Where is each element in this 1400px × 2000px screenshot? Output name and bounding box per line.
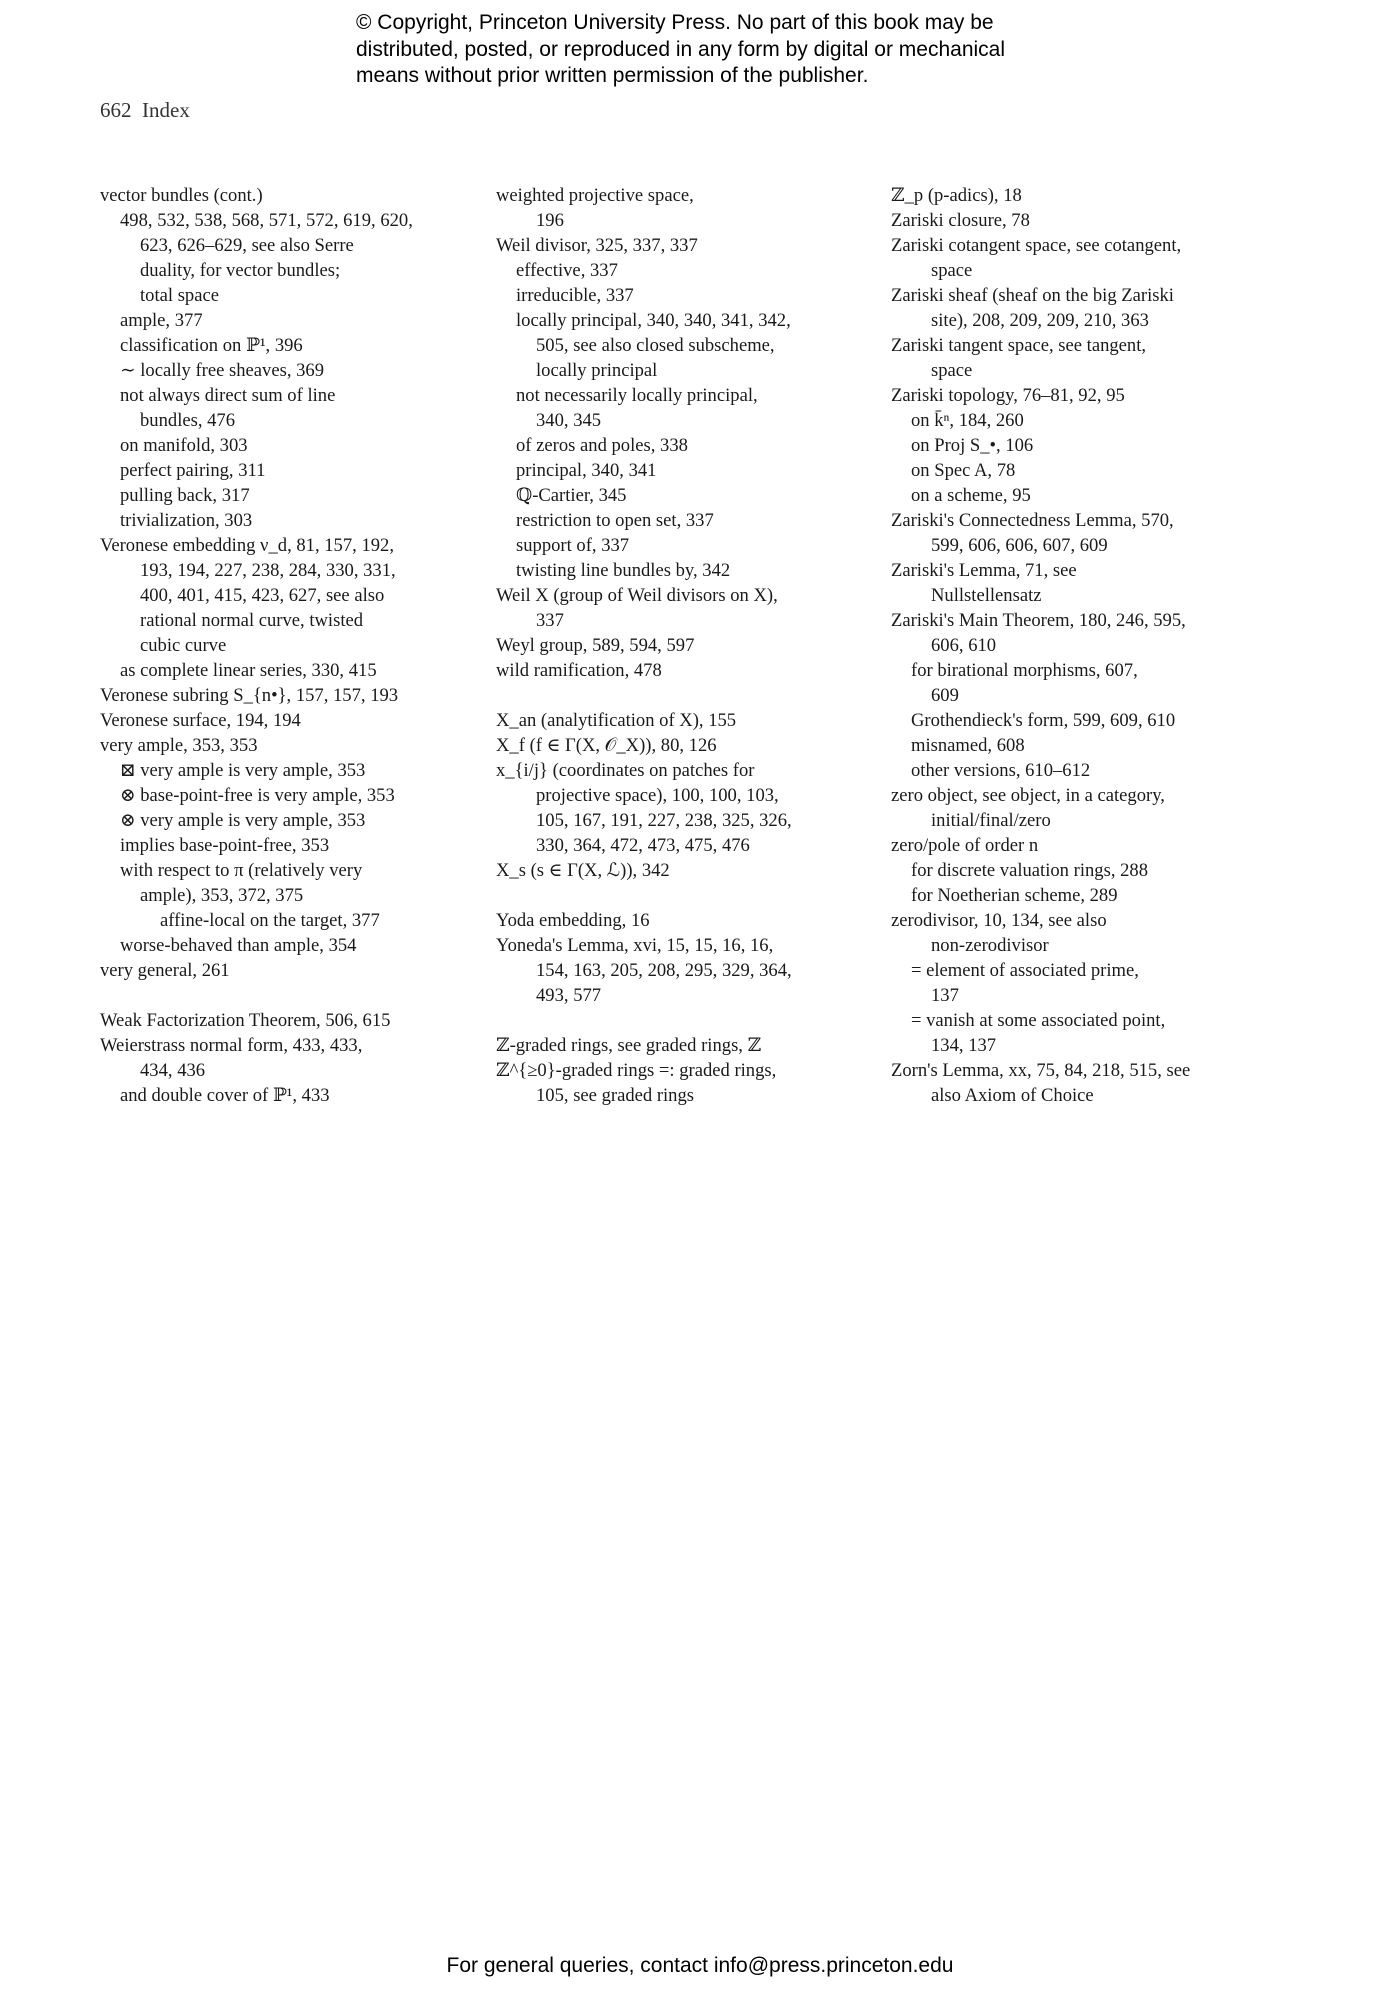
index-line: wild ramification, 478	[496, 660, 662, 681]
index-line: 196	[536, 210, 564, 231]
index-line: 337	[536, 610, 564, 631]
index-line: as complete linear series, 330, 415	[120, 660, 377, 681]
index-line: site), 208, 209, 209, 210, 363	[931, 310, 1149, 331]
index-line: Zariski's Main Theorem, 180, 246, 595,	[891, 610, 1186, 631]
index-line: Weyl group, 589, 594, 597	[496, 635, 695, 656]
index-line: Weierstrass normal form, 433, 433,	[100, 1035, 363, 1056]
index-line: locally principal, 340, 340, 341, 342,	[516, 310, 791, 331]
index-line: 154, 163, 205, 208, 295, 329, 364,	[536, 960, 792, 981]
index-line: with respect to π (relatively very	[120, 860, 363, 881]
running-head	[100, 98, 190, 123]
index-line: Zariski topology, 76–81, 92, 95	[891, 385, 1125, 406]
index-line: support of, 337	[516, 535, 630, 556]
index-line: ⊠ very ample is very ample, 353	[120, 760, 366, 781]
index-line: cubic curve	[140, 635, 227, 656]
index-line: Zorn's Lemma, xx, 75, 84, 218, 515, see	[891, 1060, 1191, 1081]
index-line: classification on ℙ¹, 396	[120, 335, 303, 356]
index-line: zerodivisor, 10, 134, see also	[891, 910, 1107, 931]
index-line: 330, 364, 472, 473, 475, 476	[536, 835, 750, 856]
index-line: 434, 436	[140, 1060, 206, 1081]
index-line: 400, 401, 415, 423, 627, see also	[140, 585, 385, 606]
index-line: total space	[140, 285, 219, 306]
index-line: misnamed, 608	[911, 735, 1025, 756]
index-line: 105, see graded rings	[536, 1085, 695, 1106]
index-line: 609	[931, 685, 959, 706]
index-line: X_s (s ∈ Γ(X, ℒ)), 342	[496, 860, 670, 881]
index-line: on a scheme, 95	[911, 485, 1031, 506]
index-line: worse-behaved than ample, 354	[120, 935, 357, 956]
index-line: ℤ_p (p-adics), 18	[891, 185, 1022, 206]
index-line: other versions, 610–612	[911, 760, 1091, 781]
index-line: perfect pairing, 311	[120, 460, 266, 481]
index-line: Zariski closure, 78	[891, 210, 1030, 231]
index-line: trivialization, 303	[120, 510, 253, 531]
index-line: 105, 167, 191, 227, 238, 325, 326,	[536, 810, 792, 831]
index-line: pulling back, 317	[120, 485, 250, 506]
index-line: Weak Factorization Theorem, 506, 615	[100, 1010, 391, 1031]
index-line: = element of associated prime,	[911, 960, 1139, 981]
index-line: Grothendieck's form, 599, 609, 610	[911, 710, 1176, 731]
index-column-2	[496, 183, 856, 1108]
index-line: space	[931, 360, 973, 381]
copyright-line: © Copyright, Princeton University Press. No part of this book may be	[356, 11, 994, 34]
index-spacer	[496, 683, 856, 708]
index-line: ample, 377	[120, 310, 203, 331]
index-line: twisting line bundles by, 342	[516, 560, 731, 581]
index-line: 606, 610	[931, 635, 997, 656]
index-line: 505, see also closed subscheme,	[536, 335, 775, 356]
copyright-line: distributed, posted, or reproduced in any form by digital or mechanical	[356, 37, 1006, 61]
index-line: 498, 532, 538, 568, 571, 572, 619, 620,	[120, 210, 413, 231]
copyright-line: means without prior written permission of the publisher.	[356, 64, 869, 87]
running-title: Index	[142, 98, 190, 122]
index-line: vector bundles (cont.)	[100, 185, 263, 206]
index-line: implies base-point-free, 353	[120, 835, 330, 856]
index-line: = vanish at some associated point,	[911, 1010, 1166, 1031]
index-line: projective space), 100, 100, 103,	[536, 785, 779, 806]
index-line: locally principal	[536, 360, 658, 381]
index-line: Weil X (group of Weil divisors on X),	[496, 585, 778, 606]
copyright-notice	[356, 10, 1116, 90]
index-line: duality, for vector bundles;	[140, 260, 341, 281]
footer-contact: For general queries, contact info@press.princeton.edu	[446, 1954, 954, 1977]
index-line: X_f (f ∈ Γ(X, 𝒪_X)), 80, 126	[496, 735, 717, 756]
index-line: rational normal curve, twisted	[140, 610, 364, 631]
index-line: zero object, see object, in a category,	[891, 785, 1165, 806]
index-line: affine-local on the target, 377	[160, 910, 380, 931]
index-line: Veronese subring S_{n•}, 157, 157, 193	[100, 685, 399, 706]
index-line: 193, 194, 227, 238, 284, 330, 331,	[140, 560, 396, 581]
index-line: Zariski cotangent space, see cotangent,	[891, 235, 1182, 256]
index-line: ⊗ very ample is very ample, 353	[120, 810, 366, 831]
index-line: not necessarily locally principal,	[516, 385, 758, 406]
index-line: ℤ-graded rings, see graded rings, ℤ	[496, 1035, 762, 1056]
index-line: Veronese surface, 194, 194	[100, 710, 301, 731]
index-line: ∼ locally free sheaves, 369	[120, 360, 325, 381]
index-line: Yoneda's Lemma, xvi, 15, 15, 16, 16,	[496, 935, 774, 956]
index-line: irreducible, 337	[516, 285, 634, 306]
index-line: on Spec A, 78	[911, 460, 1016, 481]
index-line: also Axiom of Choice	[931, 1085, 1094, 1106]
index-line: Zariski's Lemma, 71, see	[891, 560, 1077, 581]
index-line: initial/final/zero	[931, 810, 1051, 831]
index-spacer	[100, 983, 460, 1008]
index-line: for discrete valuation rings, 288	[911, 860, 1149, 881]
index-line: on k̄ⁿ, 184, 260	[911, 410, 1024, 431]
index-line: very general, 261	[100, 960, 230, 981]
index-line: 340, 345	[536, 410, 602, 431]
index-line: of zeros and poles, 338	[516, 435, 688, 456]
index-line: ⊗ base-point-free is very ample, 353	[120, 785, 395, 806]
index-line: and double cover of ℙ¹, 433	[120, 1085, 330, 1106]
index-line: on Proj S_•, 106	[911, 435, 1034, 456]
index-line: 493, 577	[536, 985, 602, 1006]
index-line: not always direct sum of line	[120, 385, 336, 406]
index-column-1	[100, 183, 460, 1108]
index-line: for birational morphisms, 607,	[911, 660, 1138, 681]
index-line: restriction to open set, 337	[516, 510, 714, 531]
index-line: very ample, 353, 353	[100, 735, 258, 756]
index-line: 599, 606, 606, 607, 609	[931, 535, 1108, 556]
index-line: principal, 340, 341	[516, 460, 657, 481]
index-line: 134, 137	[931, 1035, 997, 1056]
index-line: Nullstellensatz	[931, 585, 1042, 606]
index-line: 623, 626–629, see also Serre	[140, 235, 354, 256]
index-line: space	[931, 260, 973, 281]
index-line: effective, 337	[516, 260, 618, 281]
index-line: non-zerodivisor	[931, 935, 1049, 956]
index-column-3	[891, 183, 1251, 1108]
page-number: 662	[100, 98, 132, 122]
index-spacer	[496, 883, 856, 908]
index-line: Zariski tangent space, see tangent,	[891, 335, 1147, 356]
index-line: Zariski sheaf (sheaf on the big Zariski	[891, 285, 1174, 306]
index-line: zero/pole of order n	[891, 835, 1039, 856]
index-line: for Noetherian scheme, 289	[911, 885, 1118, 906]
index-line: Yoda embedding, 16	[496, 910, 650, 931]
index-line: ℤ^{≥0}-graded rings =: graded rings,	[496, 1060, 777, 1081]
index-line: Weil divisor, 325, 337, 337	[496, 235, 698, 256]
index-line: Zariski's Connectedness Lemma, 570,	[891, 510, 1174, 531]
index-line: X_an (analytification of X), 155	[496, 710, 737, 731]
index-line: on manifold, 303	[120, 435, 248, 456]
index-spacer	[496, 1008, 856, 1033]
index-line: ℚ-Cartier, 345	[516, 485, 627, 506]
index-line: bundles, 476	[140, 410, 236, 431]
index-line: ample), 353, 372, 375	[140, 885, 304, 906]
index-line: 137	[931, 985, 959, 1006]
index-line: x_{i/j} (coordinates on patches for	[496, 760, 755, 781]
index-line: Veronese embedding ν_d, 81, 157, 192,	[100, 535, 394, 556]
index-line: weighted projective space,	[496, 185, 694, 206]
